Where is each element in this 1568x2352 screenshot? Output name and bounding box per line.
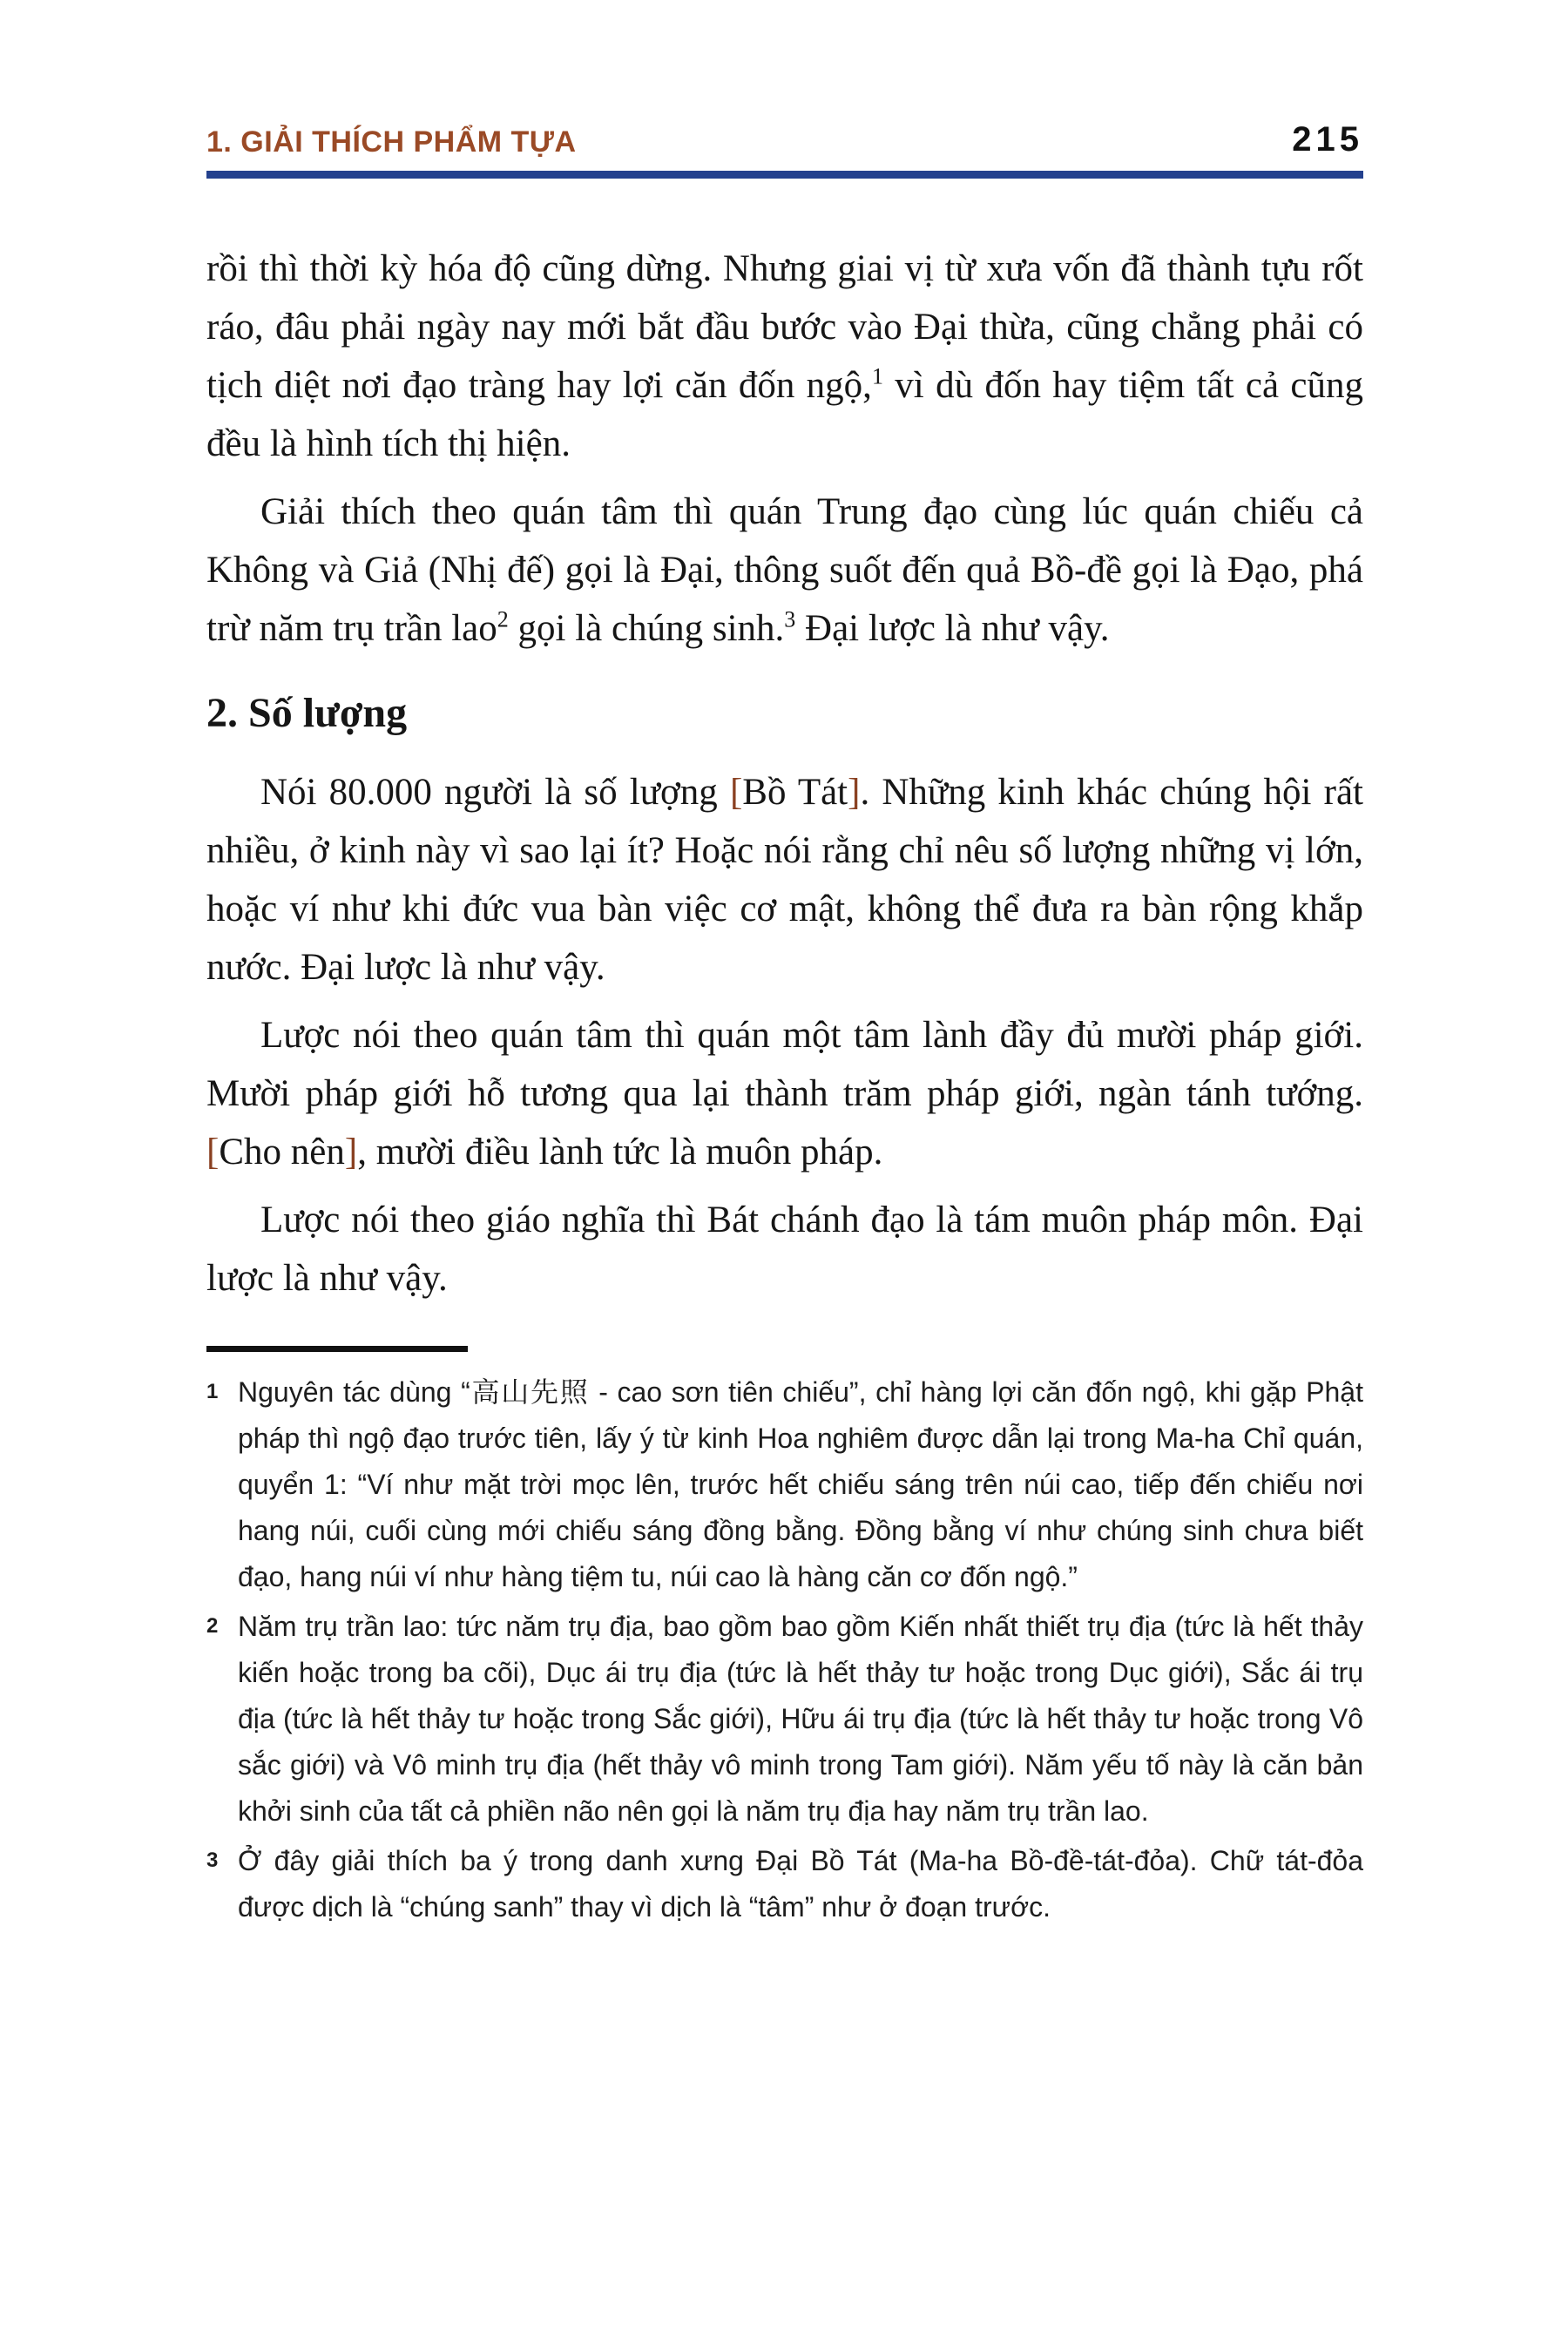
editorial-insertion: Cho nên [219,1132,345,1173]
footnote-1 [206,1369,1363,1600]
footnote-ref-3: 3 [784,606,796,632]
editorial-bracket-open: [ [729,772,743,813]
editorial-bracket-open: [ [206,1132,220,1173]
paragraph-1 [206,240,1363,473]
footnotes-section [206,1369,1363,1930]
paragraph-text: gọi là chúng sinh. [508,608,785,649]
footnote-text: Năm trụ trần lao: tức năm trụ địa, bao gồm bao gồm Kiến nhất thiết trụ địa (tức là hết thảy kiến hoặc trong ba cõi), Dục ái trụ địa (tức là hết thảy tư hoặc trong Dục giới), Sắc ái trụ địa (tức là hết thảy tư hoặc trong Sắc giới), Hữu ái trụ địa (tức là hết thảy tư hoặc trong Vô sắc giới) và Vô minh trụ địa (hết thảy vô minh trong Tam giới). Năm yếu tố này là căn bản khởi sinh của tất cả phiền não nên gọi là năm trụ địa hay năm trụ trần lao. [238,1611,1363,1827]
running-title: 1. GIẢI THÍCH PHẨM TỰA [206,125,577,159]
editorial-insertion: Bồ Tát [742,772,848,813]
paragraph-text: rồi thì thời kỳ hóa độ cũng dừng. Nhưng giai vị từ xưa vốn đã thành tựu rốt ráo, đâu phải ngày nay mới bắt đầu bước vào Đại thừa, cũng chẳng phải có tịch diệt nơi đạo tràng hay lợi căn đốn ngộ, [206,248,1363,406]
paragraph-5 [206,1191,1363,1308]
page-number: 215 [1292,120,1363,159]
editorial-bracket-close: ] [344,1132,358,1173]
paragraph-text: Lược nói theo quán tâm thì quán một tâm lành đầy đủ mười pháp giới. Mười pháp giới hỗ tương qua lại thành trăm pháp giới, ngàn tánh tướng. [206,1015,1363,1114]
footnote-separator [206,1346,468,1352]
header-rule [206,171,1363,179]
paragraph-2 [206,483,1363,658]
section-heading: 2. Số lượng [206,690,408,736]
footnote-text: Nguyên tác dùng “高山先照 - cao sơn tiên chiếu”, chỉ hàng lợi căn đốn ngộ, khi gặp Phật pháp thì ngộ đạo trước tiên, lấy ý từ kinh Hoa nghiêm được dẫn lại trong Ma-ha Chỉ quán, quyển 1: “Ví như mặt trời mọc lên, trước hết chiếu sáng trên núi cao, tiếp đến chiếu nơi hang núi, cuối cùng mới chiếu sáng đồng bằng. Đồng bằng ví như chúng sinh chưa biết đạo, hang núi ví như hàng tiệm tu, núi cao là hàng căn cơ đốn ngộ.” [238,1376,1363,1592]
editorial-bracket-close: ] [848,772,861,813]
footnote-2 [206,1604,1363,1835]
paragraph-text: Đại lược là như vậy. [795,608,1110,649]
footnote-marker: 2 [206,1614,219,1638]
paragraph-3 [206,763,1363,997]
footnote-marker: 1 [206,1380,219,1403]
paragraph-4 [206,1006,1363,1181]
document-page [206,0,1363,1934]
paragraph-text: Giải thích theo quán tâm thì quán Trung đạo cùng lúc quán chiếu cả Không và Giả (Nhị đế) gọi là Đại, thông suốt đến quả Bồ-đề gọi là Đạo, phá trừ năm trụ trần lao [206,491,1363,649]
paragraph-text: vì dù đốn hay tiệm tất cả cũng đều là hình tích thị hiện. [206,365,1363,464]
body-content [206,240,1363,1308]
footnote-marker: 3 [206,1848,219,1872]
page-header [206,120,1363,159]
footnote-ref-2: 2 [497,606,509,632]
paragraph-text: . Những kinh khác chúng hội rất nhiều, ở kinh này vì sao lại ít? Hoặc nói rằng chỉ nêu số lượng những vị lớn, hoặc ví như khi đức vua bàn việc cơ mật, không thể đưa ra bàn rộng khắp nước. Đại lược là như vậy. [206,772,1363,988]
footnote-ref-1: 1 [871,363,883,389]
footnote-3 [206,1838,1363,1930]
paragraph-text: Lược nói theo giáo nghĩa thì Bát chánh đạo là tám muôn pháp môn. Đại lược là như vậy. [206,1200,1363,1299]
paragraph-text: , mười điều lành tức là muôn pháp. [357,1132,883,1173]
footnote-text: Ở đây giải thích ba ý trong danh xưng Đại Bồ Tát (Ma-ha Bồ-đề-tát-đỏa). Chữ tát-đỏa được dịch là “chúng sanh” thay vì dịch là “tâm” như ở đoạn trước. [238,1845,1363,1923]
paragraph-text: Nói 80.000 người là số lượng [260,772,730,813]
